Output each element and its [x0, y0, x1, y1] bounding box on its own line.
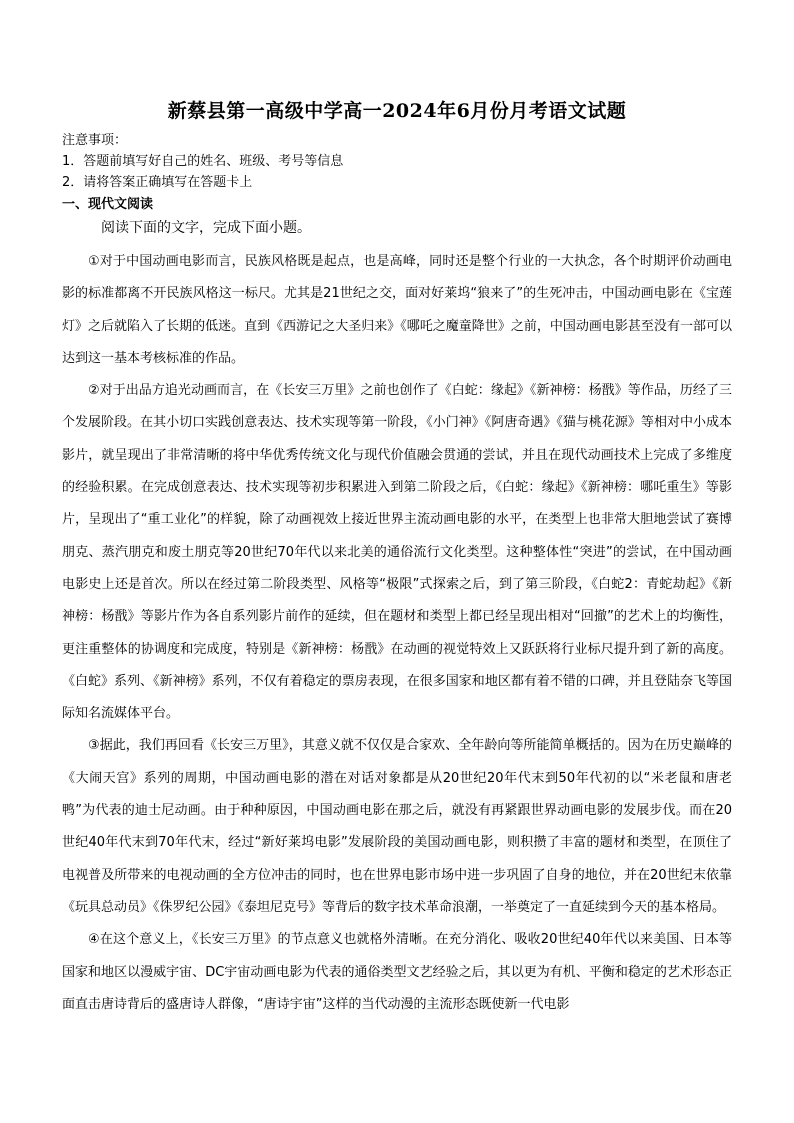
notes-block	[62, 130, 343, 193]
notes-item: 2．请将答案正确填写在答题卡上	[62, 175, 253, 190]
page-title: 新蔡县第一高级中学高一2024年6月份月考语文试题	[167, 100, 627, 122]
notes-heading: 注意事项：	[62, 133, 128, 148]
section-heading: 一、现代文阅读	[62, 197, 154, 212]
reading-passage	[62, 246, 732, 1021]
passage-paragraph-2: ②对于出品方追光动画而言，在《长安三万里》之前也创作了《白蛇：缘起》《新神榜：杨戬》等作品，历经了三个发展阶段。在其小切口实践创意表达、技术实现等第一阶段，《小门神》《阿唐奇遇》《猫与桃花源》等相对中小成本影片，就呈现出了非常清晰的将中华优秀传统文化与现代价值融会贯通的尝试，并且在现代动画技术上完成了多维度的经验积累。在完成创意表达、技术实现等初步积累进入到第二阶段之后，《白蛇：缘起》《新神榜：哪吒重生》等影片，呈现出了“重工业化”的样貌，除了动画视效上接近世界主流动画电影的水平，在类型上也非常大胆地尝试了赛博朋克、蒸汽朋克和废土朋克等20世纪70年代以来北美的通俗流行文化类型。这种整体性“突进”的尝试，在中国动画电影史上还是首次。所以在经过第二阶段类型、风格等“极限”式探索之后，到了第三阶段，《白蛇2：青蛇劫起》《新神榜：杨戬》等影片作为各自系列影片前作的延续，但在题材和类型上都已经呈现出相对“回撤”的艺术上的均衡性，更注重整体的协调度和完成度，特别是《新神榜：杨戬》在动画的视觉特效上又跃跃将行业标尺提升到了新的高度。《白蛇》系列、《新神榜》系列，不仅有着稳定的票房表现，在很多国家和地区都有着不错的口碑，并且登陆奈飞等国际知名流媒体平台。	[62, 383, 732, 722]
passage-paragraph-1: ①对于中国动画电影而言，民族风格既是起点，也是高峰，同时还是整个行业的一大执念，各个时期评价动画电影的标准都离不开民族风格这一标尺。尤其是21世纪之交，面对好莱坞“狼来了”的生死冲击，中国动画电影在《宝莲灯》之后就陷入了长期的低迷。直到《西游记之大圣归来》《哪吒之魔童降世》之前，中国动画电影甚至没有一部可以达到这一基本考核标准的作品。	[62, 254, 732, 366]
passage-paragraph-4: ④在这个意义上，《长安三万里》的节点意义也就格外清晰。在充分消化、吸收20世纪40年代以来美国、日本等国家和地区以漫威宇宙、DC宇宙动画电影为代表的通俗类型文艺经验之后，其以更为有机、平衡和稳定的艺术形态正面直击唐诗背后的盛唐诗人群像，“唐诗宇宙”这样的当代动漫的主流形态既使新一代电影	[62, 932, 732, 1012]
passage-paragraph-3: ③据此，我们再回看《长安三万里》，其意义就不仅仅是合家欢、全年龄向等所能简单概括的。因为在历史巅峰的《大闹天宫》系列的周期，中国动画电影的潜在对话对象都是从20世纪20年代末到50年代初的以“米老鼠和唐老鸭”为代表的迪士尼动画。由于种种原因，中国动画电影在那之后，就没有再紧跟世界动画电影的发展步伐。而在20世纪40年代末到70年代末，经过“新好莱坞电影”发展阶段的美国动画电影，则积攒了丰富的题材和类型，在顶住了电视普及所带来的电视动画的全方位冲击的同时，也在世界电影市场中进一步巩固了自身的地位，并在20世纪末依靠《玩具总动员》《侏罗纪公园》《泰坦尼克号》等背后的数字技术革命浪潮，一举奠定了一直延续到今天的基本格局。	[62, 738, 732, 915]
notes-item: 1．答题前填写好自己的姓名、班级、考号等信息	[62, 154, 344, 169]
reading-instruction: 阅读下面的文字，完成下面小题。	[101, 220, 311, 236]
